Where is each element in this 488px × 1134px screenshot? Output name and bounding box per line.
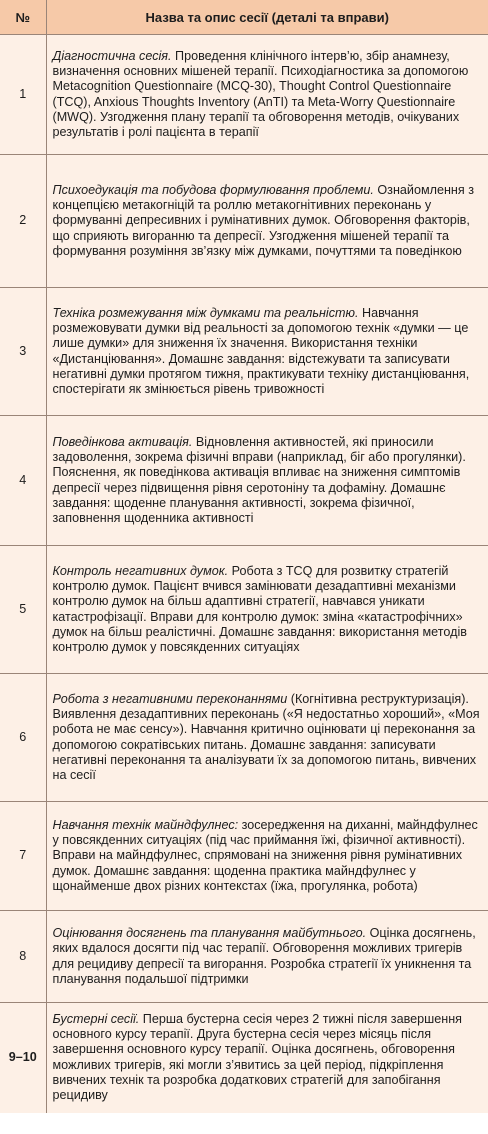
- session-text: Навчання розмежовувати думки від реальності за допомогою технік «думки — це лише думки» для зниження їх значення. Використання техніки «Дистанціювання». Домашнє завдання: відстежувати та записувати негативні думки протягом тижня, практикувати техніку дистанціювання, спостерігати як змінюється рівень тривожності: [52, 305, 470, 397]
- session-number: 6: [0, 674, 46, 802]
- session-text: зосередження на диханні, майндфулнес у повсякденних ситуаціях (під час приймання їжі, фізичної активності). Вправи на майндфулнес, спрямовані на зниження рівня румінативних думок. Домашнє завдання: щоденна практика майндфулнес у щонайменше двох різних контекстах (їжа, прогулянка, робота): [52, 817, 478, 893]
- session-description: [46, 911, 488, 1003]
- table-row: [0, 35, 488, 155]
- table-row: [0, 546, 488, 674]
- session-title: Робота з негативними переконаннями: [52, 691, 288, 706]
- session-number: 4: [0, 416, 46, 546]
- session-number: 8: [0, 911, 46, 1003]
- session-description: [46, 1003, 488, 1113]
- table-row: [0, 802, 488, 911]
- session-description: [46, 155, 488, 288]
- session-description: [46, 674, 488, 802]
- table-row: [0, 288, 488, 416]
- session-title: Бустерні сесії.: [52, 1011, 140, 1026]
- table-row: [0, 674, 488, 802]
- session-text: Робота з TCQ для розвитку стратегій контролю думок. Пацієнт вчився замінювати дезадаптивні механізми контролю думок на більш адаптивні стратегії, навчався уникати катастрофізації. Вправи для контролю думок: зміна «катастрофічних» думок на більш реалістичні. Домашнє завдання: використання методів контролю думок у повсякденних ситуаціях: [52, 563, 467, 655]
- session-text: Ознайомлення з концепцією метакогніцій та роллю метакогнітивних переконань у формуванні депресивних і румінативних думок. Обговорення факторів, що сприяють вигоранню та депресії. Узгодження мішеней терапії та формування розуміння зв’язку між думками, почуттями та поведінкою: [52, 182, 474, 258]
- session-title: Навчання технік майндфулнес:: [52, 817, 239, 832]
- session-title: Контроль негативних думок.: [52, 563, 229, 578]
- session-description: [46, 546, 488, 674]
- session-number: 7: [0, 802, 46, 911]
- table-row: [0, 155, 488, 288]
- session-text: Перша бустерна сесія через 2 тижні після завершення основного курсу терапії. Друга бустерна сесія через місяць після завершення основного курсу терапії. Оцінка досягнень, обговорення можливих тригерів, які могли з’явитись за цей період, підкріплення вивчених технік та розробка додаткових стратегій для запобігання рецидиву: [52, 1011, 462, 1103]
- header-number: №: [0, 0, 46, 35]
- table-row: [0, 416, 488, 546]
- table-row: [0, 911, 488, 1003]
- session-number: 3: [0, 288, 46, 416]
- session-title: Поведінкова активація.: [52, 434, 193, 449]
- header-description: Назва та опис сесії (деталі та вправи): [46, 0, 488, 35]
- session-title: Оцінювання досягнень та планування майбутнього.: [52, 925, 367, 940]
- session-text: Проведення клінічного інтерв’ю, збір анамнезу, визначення основних мішеней терапії. Психодіагностика за допомогою Metacognition Questionnaire (MCQ-30), Thought Control Questionnaire (TCQ), Anxious Thoughts Inventory (AnTI) та Meta-Worry Questionnaire (MWQ). Узгодження плану терапії та обговорення методів, очікуваних результатів і ролі пацієнта в терапії: [52, 48, 469, 140]
- table-row: [0, 1003, 488, 1113]
- session-text: Оцінка досягнень, яких вдалося досягти під час терапії. Обговорення можливих тригерів для рецидиву депресії та вигорання. Розробка стратегії їх уникнення та планування подальшої підтримки: [52, 925, 476, 986]
- session-title: Психоедукація та побудова формулювання проблеми.: [52, 182, 374, 197]
- session-number: 9–10: [0, 1003, 46, 1113]
- session-title: Техніка розмежування між думками та реальністю.: [52, 305, 359, 320]
- table-header-row: [0, 0, 488, 35]
- session-number: 5: [0, 546, 46, 674]
- session-description: [46, 288, 488, 416]
- session-description: [46, 802, 488, 911]
- session-number: 2: [0, 155, 46, 288]
- session-title: Діагностична сесія.: [52, 48, 172, 63]
- session-text: (Когнітивна реструктуризація). Виявлення дезадаптивних переконань («Я недостатньо хороший», «Моя робота не має сенсу»). Навчання критично оцінювати ці переконання за допомогою сократівських питань. Домашнє завдання: записувати негативні переконання та аналізувати їх за допомогою питань, вивчених на сесії: [52, 691, 480, 783]
- session-description: [46, 416, 488, 546]
- session-description: [46, 35, 488, 155]
- session-text: Відновлення активностей, які приносили задоволення, зокрема фізичні вправи (наприклад, біг або прогулянки). Пояснення, як поведінкова активація впливає на зниження симптомів депресії через підвищення рівня серотоніну та дофаміну. Домашнє завдання: щоденне планування активності, зокрема фізичної, заповнення щоденника активності: [52, 434, 466, 526]
- session-number: 1: [0, 35, 46, 155]
